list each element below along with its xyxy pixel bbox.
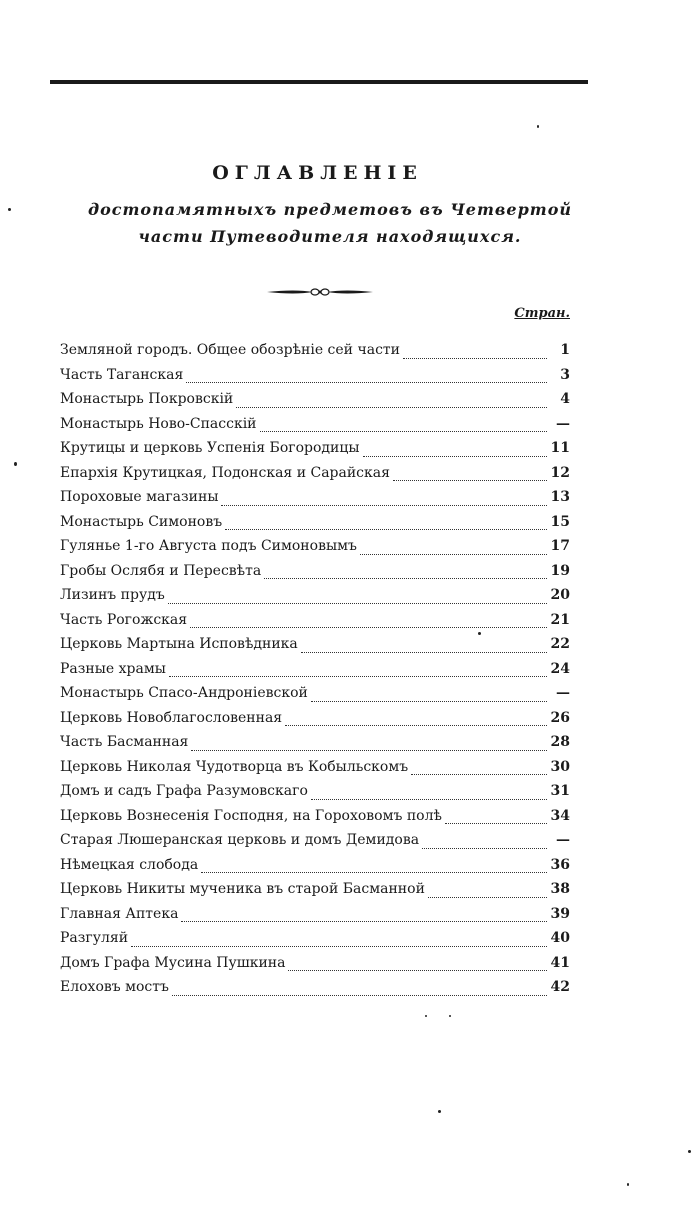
toc-entry xyxy=(60,661,570,686)
toc-entry xyxy=(60,783,570,808)
dot-leader xyxy=(186,382,547,383)
toc-entry xyxy=(60,489,570,514)
dot-leader xyxy=(285,725,547,726)
toc-entry xyxy=(60,612,570,637)
toc-entry-title: Домъ Графа Мусина Пушкина xyxy=(60,954,286,971)
dot-leader xyxy=(422,848,547,849)
toc-entry-page: 38 xyxy=(550,881,570,897)
toc-entry-title: Разгуляй xyxy=(60,930,129,946)
toc-entry-page: — xyxy=(556,832,570,848)
toc-entry-page: 11 xyxy=(550,440,570,456)
dot-leader xyxy=(363,456,547,457)
dot-leader xyxy=(288,970,547,971)
page-title: ОГЛАВЛЕНІЕ xyxy=(212,162,423,184)
toc-entry-page: 3 xyxy=(560,366,570,383)
toc-entry-title: Церковь Мартына Исповѣдника xyxy=(60,636,298,652)
top-rule xyxy=(50,80,588,84)
dot-leader xyxy=(168,603,547,604)
toc-entry-title: Монастырь Покровскій xyxy=(60,391,234,407)
toc-entry-title: Главная Аптека xyxy=(60,905,179,922)
toc-entry-page: 36 xyxy=(550,856,570,873)
dot-leader xyxy=(311,799,547,800)
dot-leader xyxy=(411,774,547,775)
toc-entry xyxy=(60,979,570,1004)
toc-entry-title: Нѣмецкая слобода xyxy=(60,856,199,873)
toc-entry-title: Гробы Ослябя и Пересвѣта xyxy=(60,562,262,579)
toc-entry xyxy=(60,538,570,563)
toc-entry-page: 41 xyxy=(550,954,570,971)
toc-entry-title: Домъ и садъ Графа Разумовскаго xyxy=(60,783,308,799)
toc-entry-title: Гулянье 1-го Августа подъ Симоновымъ xyxy=(60,538,357,554)
dot-leader xyxy=(221,505,547,506)
toc-entry xyxy=(60,391,570,416)
toc-entry-page: — xyxy=(556,685,570,701)
toc-entry-page: 30 xyxy=(550,758,570,775)
toc-entry-page: — xyxy=(556,415,570,432)
toc-entry-page: 24 xyxy=(550,660,570,677)
toc-entry xyxy=(60,955,570,980)
toc-entry-page: 1 xyxy=(560,342,570,358)
toc-entry-page: 22 xyxy=(550,636,570,652)
speck xyxy=(14,462,17,466)
toc-entry-title: Церковь Николая Чудотворца въ Кобыльскомъ xyxy=(60,758,409,775)
dot-leader xyxy=(403,358,547,359)
toc-entry-title: Церковь Вознесенія Господня, на Гороховомъ полѣ xyxy=(60,807,442,824)
toc-entry xyxy=(60,416,570,441)
toc-entry-page: 39 xyxy=(550,905,570,922)
toc-entry xyxy=(60,832,570,857)
dot-leader xyxy=(428,897,547,898)
toc-entry-page: 4 xyxy=(560,391,570,407)
dot-leader xyxy=(311,701,547,702)
toc-entry-title: Старая Люшеранская церковь и домъ Демидова xyxy=(60,832,420,848)
toc-entry-title: Часть Таганская xyxy=(60,366,184,383)
speck xyxy=(478,632,481,635)
toc-entry xyxy=(60,636,570,661)
toc-entry-page: 15 xyxy=(550,513,570,530)
toc-entry xyxy=(60,685,570,710)
toc-entry-page: 28 xyxy=(550,734,570,750)
toc-entry-page: 42 xyxy=(550,979,570,995)
toc-entry-title: Часть Рогожская xyxy=(60,611,188,628)
page-column-header: Стран. xyxy=(514,306,570,321)
toc-entry-title: Епархія Крутицкая, Подонская и Сарайская xyxy=(60,464,390,481)
toc-entry-title: Часть Басманная xyxy=(60,734,189,750)
speck xyxy=(438,1110,441,1113)
dot-leader xyxy=(393,480,547,481)
dot-leader xyxy=(131,946,547,947)
toc-entry-page: 19 xyxy=(550,562,570,579)
toc-entry-title: Елоховъ мостъ xyxy=(60,979,169,995)
speck xyxy=(449,1015,451,1017)
toc-entry xyxy=(60,367,570,392)
toc-entry-page: 34 xyxy=(550,807,570,824)
toc-entry xyxy=(60,759,570,784)
speck xyxy=(627,1183,629,1186)
toc-entry-page: 13 xyxy=(550,489,570,505)
toc-entry-page: 31 xyxy=(550,783,570,799)
speck xyxy=(688,1150,691,1153)
speck xyxy=(537,125,539,128)
toc-entry-title: Монастырь Спасо-Андроніевской xyxy=(60,685,308,701)
dot-leader xyxy=(301,652,547,653)
toc-entry-title: Крутицы и церковь Успенія Богородицы xyxy=(60,440,360,456)
toc-entry xyxy=(60,563,570,588)
toc-entry-title: Монастырь Ново-Спасскій xyxy=(60,415,257,432)
toc-entry xyxy=(60,808,570,833)
toc-entry xyxy=(60,440,570,465)
toc-entry-page: 20 xyxy=(550,587,570,603)
table-of-contents xyxy=(60,342,570,1004)
dot-leader xyxy=(201,872,547,873)
toc-entry-title: Лизинъ прудъ xyxy=(60,587,165,603)
toc-entry xyxy=(60,587,570,612)
speck xyxy=(425,1015,427,1017)
subtitle-line-2: части Путеводителя находящихся. xyxy=(138,227,522,246)
dot-leader xyxy=(172,995,547,996)
toc-entry xyxy=(60,930,570,955)
ornament-divider-icon xyxy=(265,285,375,299)
toc-entry xyxy=(60,906,570,931)
toc-entry xyxy=(60,342,570,367)
toc-entry xyxy=(60,514,570,539)
toc-entry-page: 26 xyxy=(550,709,570,726)
dot-leader xyxy=(260,431,547,432)
toc-entry-title: Церковь Новоблагословенная xyxy=(60,709,283,726)
toc-entry xyxy=(60,465,570,490)
toc-entry-title: Пороховые магазины xyxy=(60,489,219,505)
dot-leader xyxy=(181,921,547,922)
dot-leader xyxy=(225,529,547,530)
toc-entry xyxy=(60,734,570,759)
dot-leader xyxy=(236,407,547,408)
speck xyxy=(8,208,11,211)
toc-entry xyxy=(60,857,570,882)
dot-leader xyxy=(191,750,547,751)
toc-entry-title: Земляной городъ. Общее обозрѣніе сей части xyxy=(60,342,400,358)
toc-entry-title: Церковь Никиты мученика въ старой Басманной xyxy=(60,881,425,897)
dot-leader xyxy=(264,578,547,579)
dot-leader xyxy=(190,627,547,628)
toc-entry-title: Разные храмы xyxy=(60,660,166,677)
dot-leader xyxy=(169,676,547,677)
toc-entry xyxy=(60,710,570,735)
subtitle-line-1: достопамятныхъ предметовъ въ Четвертой xyxy=(87,200,573,219)
toc-entry-page: 21 xyxy=(550,611,570,628)
toc-entry-page: 17 xyxy=(550,538,570,554)
dot-leader xyxy=(360,554,547,555)
toc-entry-page: 40 xyxy=(550,930,570,946)
toc-entry xyxy=(60,881,570,906)
dot-leader xyxy=(445,823,547,824)
toc-entry-title: Монастырь Симоновъ xyxy=(60,513,223,530)
toc-entry-page: 12 xyxy=(550,464,570,481)
